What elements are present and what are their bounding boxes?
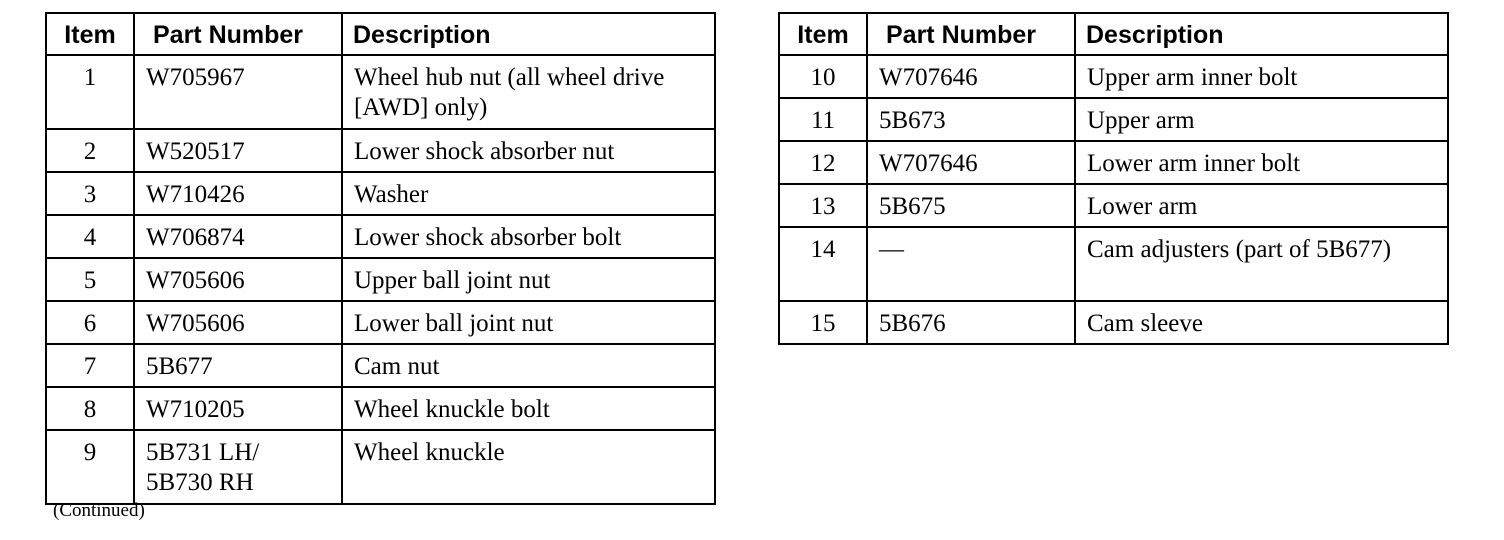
header-item: Item [779,13,867,55]
table-header-row [779,13,1448,55]
table-row [46,215,715,258]
item-cell: 2 [46,129,134,172]
description-cell: Upper arm inner bolt [1075,55,1448,98]
part-number-cell: W706874 [134,215,342,258]
table-row [46,301,715,344]
description-cell: Lower shock absorber nut [342,129,715,172]
item-cell: 1 [46,55,134,129]
part-number-cell: 5B676 [867,301,1075,344]
table-row [779,141,1448,184]
part-number-cell: — [867,227,1075,301]
description-cell: Lower ball joint nut [342,301,715,344]
item-cell: 6 [46,301,134,344]
description-cell: Wheel knuckle [342,430,715,504]
item-cell: 11 [779,98,867,141]
part-number-cell: W707646 [867,141,1075,184]
part-number-cell: 5B731 LH/ 5B730 RH [134,430,342,504]
header-part-number: Part Number [134,13,342,55]
header-description: Description [342,13,715,55]
table-row [779,227,1448,301]
part-number-cell: 5B675 [867,184,1075,227]
description-cell: Cam sleeve [1075,301,1448,344]
table-row [779,184,1448,227]
table-row [779,301,1448,344]
description-cell: Upper ball joint nut [342,258,715,301]
part-number-cell: W710426 [134,172,342,215]
item-cell: 8 [46,387,134,430]
item-cell: 12 [779,141,867,184]
description-cell: Cam nut [342,344,715,387]
item-cell: 3 [46,172,134,215]
part-number-cell: 5B677 [134,344,342,387]
item-cell: 14 [779,227,867,301]
description-cell: Washer [342,172,715,215]
item-cell: 10 [779,55,867,98]
table-row [46,430,715,504]
table-row [779,55,1448,98]
part-number-cell: W705606 [134,301,342,344]
table-row [46,344,715,387]
table-row [46,55,715,129]
part-number-cell: W710205 [134,387,342,430]
table-row [779,98,1448,141]
part-number-cell: 5B673 [867,98,1075,141]
parts-table-right [778,12,1449,345]
part-number-cell: W520517 [134,129,342,172]
item-cell: 15 [779,301,867,344]
continued-note: (Continued) [53,500,145,521]
part-number-cell: W705606 [134,258,342,301]
item-cell: 9 [46,430,134,504]
part-number-cell: W705967 [134,55,342,129]
header-description: Description [1075,13,1448,55]
description-cell: Lower arm [1075,184,1448,227]
description-cell: Upper arm [1075,98,1448,141]
table-row [46,172,715,215]
table-row [46,258,715,301]
description-cell: Wheel hub nut (all wheel drive [AWD] only) [342,55,715,129]
table-row [46,387,715,430]
part-number-cell: W707646 [867,55,1075,98]
description-cell: Wheel knuckle bolt [342,387,715,430]
table-header-row [46,13,715,55]
header-part-number: Part Number [867,13,1075,55]
item-cell: 5 [46,258,134,301]
description-cell: Cam adjusters (part of 5B677) [1075,227,1448,301]
table-row [46,129,715,172]
header-item: Item [46,13,134,55]
item-cell: 4 [46,215,134,258]
item-cell: 13 [779,184,867,227]
description-cell: Lower shock absorber bolt [342,215,715,258]
item-cell: 7 [46,344,134,387]
description-cell: Lower arm inner bolt [1075,141,1448,184]
parts-table-left [45,12,716,505]
